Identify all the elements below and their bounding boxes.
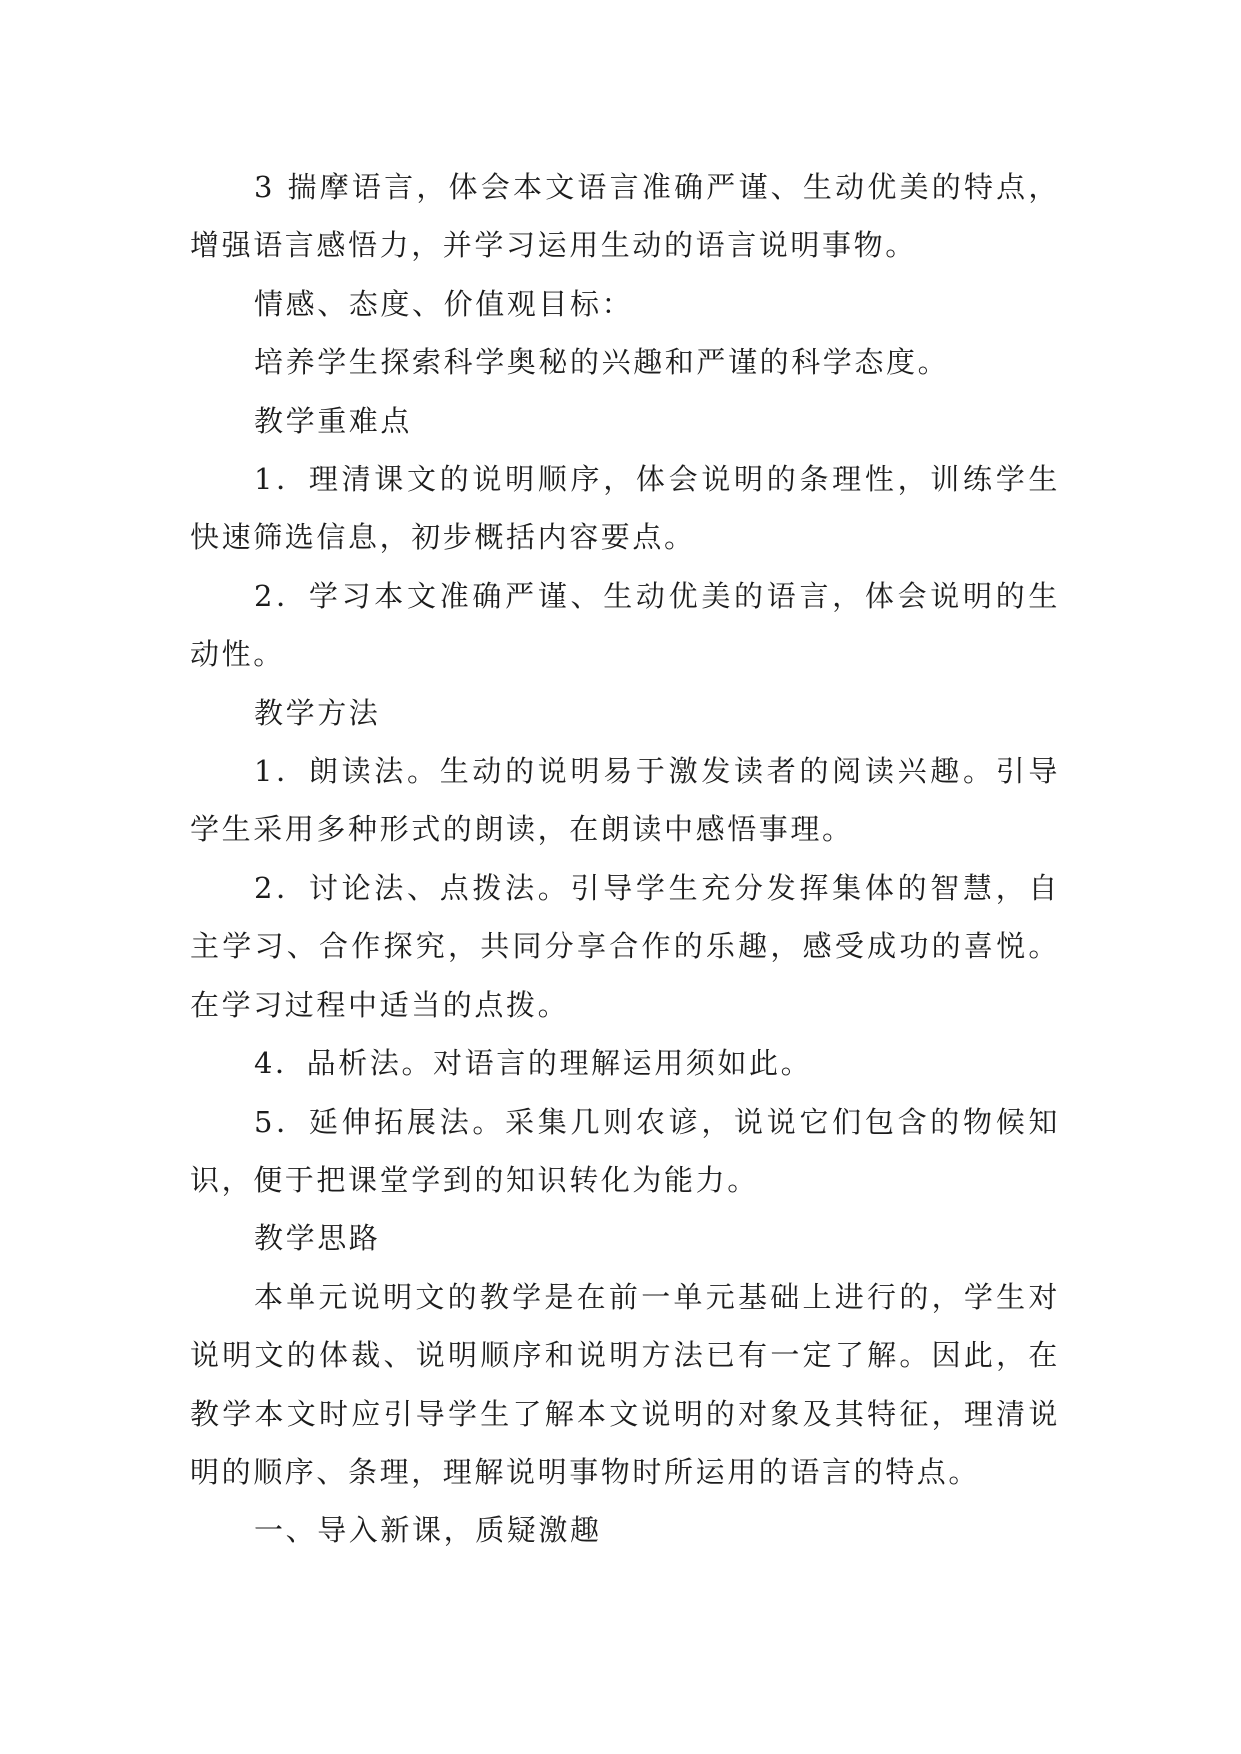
heading-section-one: 一、导入新课，质疑激趣	[254, 1513, 602, 1548]
paragraph-key-point-2: 2．学习本文准确严谨、生动优美的语言，体会说明的生动性。	[190, 578, 1060, 672]
paragraph-method-5: 5．延伸拓展法。采集几则农谚，说说它们包含的物候知识，便于把课堂学到的知识转化为能力。	[190, 1104, 1060, 1197]
heading-teaching-approach: 教学思路	[254, 1221, 381, 1256]
paragraph-key-point-1: 1．理清课文的说明顺序，体会说明的条理性，训练学生快速筛选信息，初步概括内容要点。	[190, 462, 1060, 555]
heading-teaching-methods: 教学方法	[254, 695, 381, 730]
paragraph-approach: 本单元说明文的教学是在前一单元基础上进行的，学生对说明文的体裁、说明顺序和说明方法已有一定了解。因此，在教学本文时应引导学生了解本文说明的对象及其特征，理清说明的顺序、条理，理解说明事物时所运用的语言的特点。	[190, 1279, 1060, 1489]
paragraph-method-4: 4．品析法。对语言的理解运用须如此。	[254, 1046, 813, 1081]
paragraph-emotion-goal: 培养学生探索科学奥秘的兴趣和严谨的科学态度。	[254, 345, 950, 380]
paragraph-method-2: 2．讨论法、点拨法。引导学生充分发挥集体的智慧，自主学习、合作探究，共同分享合作的乐趣，感受成功的喜悦。在学习过程中适当的点拨。	[190, 870, 1060, 1022]
heading-emotion-goals: 情感、态度、价值观目标：	[254, 286, 634, 321]
document-body	[190, 158, 1060, 1560]
heading-key-points: 教学重难点	[254, 403, 413, 438]
paragraph-method-1: 1．朗读法。生动的说明易于激发读者的阅读兴趣。引导学生采用多种形式的朗读，在朗读中感悟事理。	[190, 754, 1060, 847]
paragraph-objective-3: 3 揣摩语言，体会本文语言准确严谨、生动优美的特点，增强语言感悟力，并学习运用生动的语言说明事物。	[190, 170, 1060, 263]
